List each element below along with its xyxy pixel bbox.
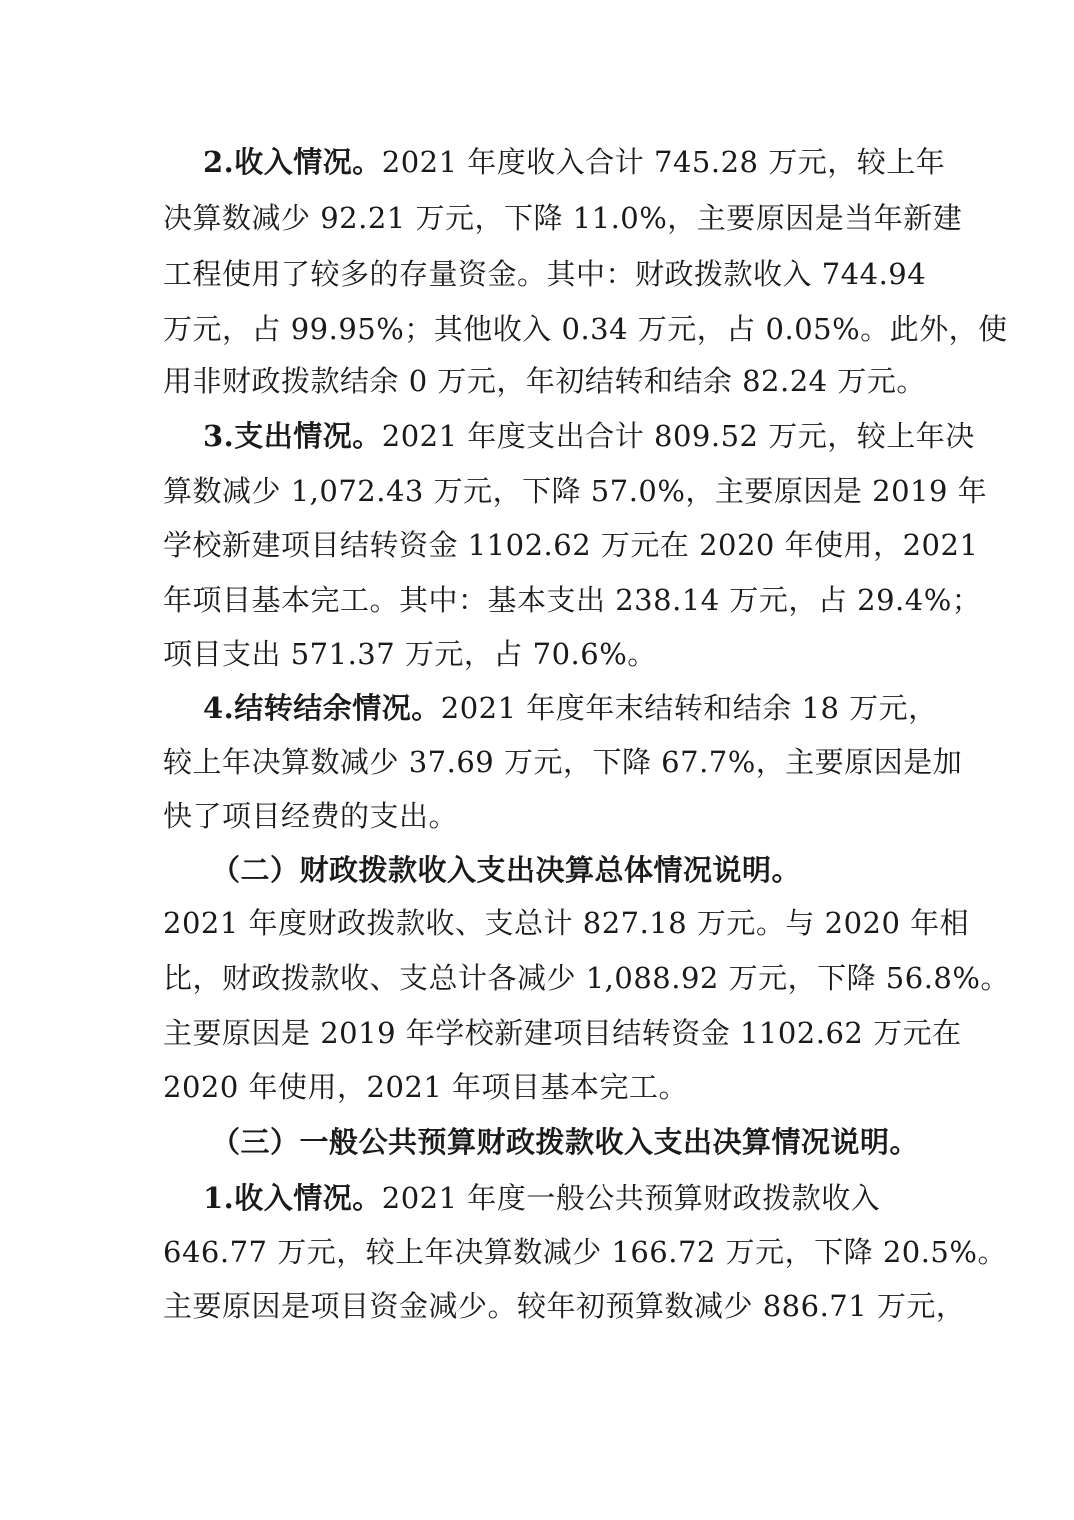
section-fiscal-overall-line-1: 2021 年度财政拨款收、支总计 827.18 万元。与 2020 年相: [163, 906, 970, 940]
paragraph-income-line-4: 万元，占 99.95%；其他收入 0.34 万元，占 0.05%。此外，使: [163, 312, 1008, 346]
paragraph-income-heading: 2.收入情况。: [203, 145, 382, 179]
paragraph-income-line-1: [203, 142, 945, 182]
paragraph-income-line-2: 决算数减少 92.21 万元，下降 11.0%，主要原因是当年新建: [163, 201, 963, 235]
section-fiscal-overall-line-3: 主要原因是 2019 年学校新建项目结转资金 1102.62 万元在: [163, 1016, 962, 1050]
section-heading-general-budget: （三）一般公共预算财政拨款收入支出决算情况说明。: [211, 1125, 920, 1159]
section-heading-fiscal-overall: （二）财政拨款收入支出决算总体情况说明。: [211, 853, 802, 887]
paragraph-expense-line-3: 学校新建项目结转资金 1102.62 万元在 2020 年使用，2021: [163, 528, 979, 562]
paragraph-income-line-5: 用非财政拨款结余 0 万元，年初结转和结余 82.24 万元。: [163, 364, 926, 398]
paragraph-general-income-line-2: 646.77 万元，较上年决算数减少 166.72 万元，下降 20.5%。: [163, 1235, 1007, 1269]
paragraph-general-income-heading: 1.收入情况。: [203, 1181, 382, 1215]
paragraph-carryover-line-3: 快了项目经费的支出。: [163, 799, 459, 833]
section-fiscal-overall-line-2: 比，财政拨款收、支总计各减少 1,088.92 万元，下降 56.8%。: [163, 961, 1010, 995]
paragraph-carryover-heading: 4.结转结余情况。: [203, 691, 441, 725]
paragraph-expense-line-1: [203, 416, 975, 456]
paragraph-expense-line-4: 年项目基本完工。其中：基本支出 238.14 万元，占 29.4%；: [163, 583, 982, 617]
paragraph-expense-line-2: 算数减少 1,072.43 万元，下降 57.0%，主要原因是 2019 年: [163, 474, 988, 508]
paragraph-income-text: 2021 年度收入合计 745.28 万元，较上年: [381, 145, 946, 179]
paragraph-expense-line-5: 项目支出 571.37 万元，占 70.6%。: [163, 637, 657, 671]
paragraph-income-line-3: 工程使用了较多的存量资金。其中：财政拨款收入 744.94: [163, 257, 927, 291]
paragraph-general-income-line-1: [203, 1178, 880, 1218]
paragraph-carryover-line-2: 较上年决算数减少 37.69 万元，下降 67.7%，主要原因是加: [163, 745, 963, 779]
paragraph-carryover-line-1: [203, 688, 938, 728]
paragraph-expense-heading: 3.支出情况。: [203, 419, 382, 453]
paragraph-carryover-text: 2021 年度年末结转和结余 18 万元，: [440, 691, 938, 725]
paragraph-expense-text: 2021 年度支出合计 809.52 万元，较上年决: [381, 419, 975, 453]
paragraph-general-income-line-3: 主要原因是项目资金减少。较年初预算数减少 886.71 万元，: [163, 1289, 966, 1323]
section-fiscal-overall-line-4: 2020 年使用，2021 年项目基本完工。: [163, 1070, 689, 1104]
paragraph-general-income-text: 2021 年度一般公共预算财政拨款收入: [381, 1181, 881, 1215]
